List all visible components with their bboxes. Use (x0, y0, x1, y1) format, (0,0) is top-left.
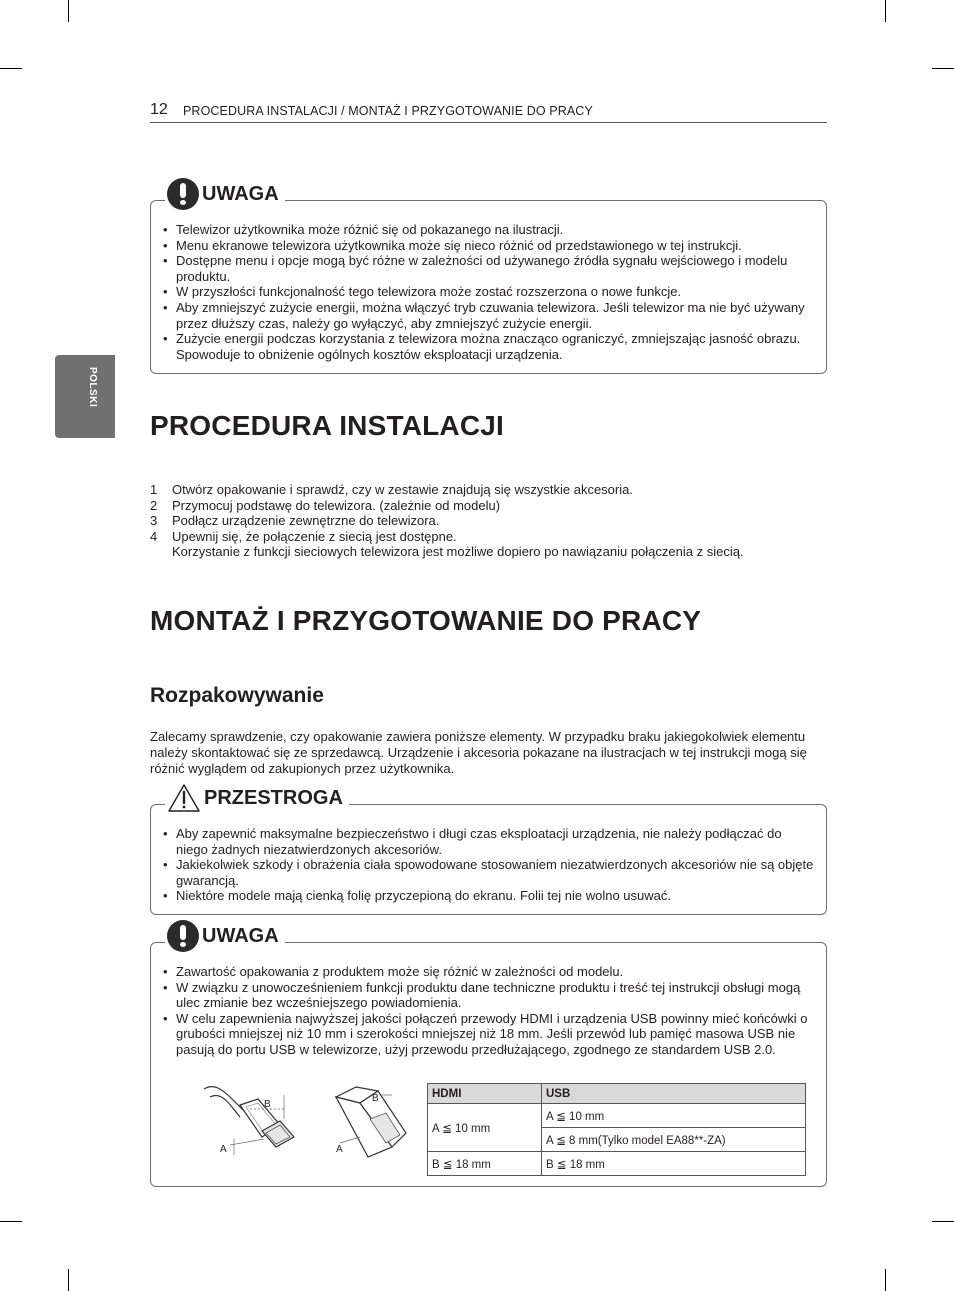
list-item: • Jakiekolwiek szkody i obrażenia ciała spowodowane stosowaniem niezatwierdzonych akcesoriów nie są objęte gwarancją. (151, 857, 826, 888)
list-item: • Telewizor użytkownika może różnić się od pokazanego na ilustracji. (151, 222, 826, 238)
list-item: • Aby zapewnić maksymalne bezpieczeństwo i długi czas eksploatacji urządzenia, nie należy podłączać do niego żadnych niezatwierdzonych akcesoriów. (151, 826, 826, 857)
caution-list (151, 826, 826, 904)
table-cell: B ≦ 18 mm (542, 1152, 806, 1176)
table-cell: A ≦ 10 mm (428, 1104, 542, 1152)
note-box (150, 182, 827, 374)
table-row (428, 1104, 806, 1128)
crop-mark (932, 1221, 954, 1222)
language-tab-label: POLSKI (87, 367, 98, 408)
table-cell: B ≦ 18 mm (428, 1152, 542, 1176)
list-item: 3 Podłącz urządzenie zewnętrzne do telewizora. (150, 513, 440, 529)
crop-mark (0, 1221, 22, 1222)
usb-connector-illustration (330, 1081, 420, 1161)
steps-list (150, 482, 744, 560)
crop-mark (885, 0, 886, 22)
crop-mark (68, 0, 69, 22)
list-item: • W związku z unowocześnieniem funkcji produktu dane techniczne produktu i treść tej instrukcji obsługi mogą ulec zmianie bez wcześniejszego powiadomienia. (151, 980, 826, 1011)
table-header-usb: USB (542, 1084, 806, 1104)
body-paragraph: Zalecamy sprawdzenie, czy opakowanie zawiera poniższe elementy. W przypadku braku jakiegokolwiek elementu należy skontaktować się ze sprzedawcą. Urządzenie i akcesoria pokazane na ilustracjach w tej instrukcji mogą się różnić wyglądem od zakupionych przez użytkownika. (150, 729, 807, 776)
language-tab (55, 355, 115, 438)
section-title: PROCEDURA INSTALACJI (150, 410, 505, 441)
dimension-label-a: A (336, 1144, 343, 1155)
crop-mark (932, 68, 954, 69)
crop-mark (68, 1269, 69, 1291)
note-label: UWAGA (165, 920, 285, 952)
note-label: UWAGA (165, 178, 285, 210)
caution-box (150, 786, 827, 915)
subsection-title: Rozpakowywanie (150, 684, 324, 707)
page-number: 12 (150, 101, 168, 118)
table-cell: A ≦ 10 mm (542, 1104, 806, 1128)
list-item: 4 Upewnij się, że połączenie z siecią jest dostępne. Korzystanie z funkcji sieciowych telewizora jest możliwe dopiero po nawiązaniu połączenia z siecią. (150, 528, 744, 560)
hdmi-connector-illustration (200, 1081, 310, 1161)
list-item: • W przyszłości funkcjonalność tego telewizora może zostać rozszerzona o nowe funkcje. (151, 284, 826, 300)
list-item: • Aby zmniejszyć zużycie energii, można włączyć tryb czuwania telewizora. Jeśli telewizor ma nie być używany przez dłuższy czas, należy go wyłączyć, aby zmniejszyć zużycie energii. (151, 300, 826, 331)
note-list (151, 964, 826, 1058)
header-title: PROCEDURA INSTALACJI / MONTAŻ I PRZYGOTOWANIE DO PRACY (183, 104, 593, 118)
table-header-hdmi: HDMI (428, 1084, 542, 1104)
list-item: 1 Otwórz opakowanie i sprawdź, czy w zestawie znajdują się wszystkie akcesoria. (150, 482, 633, 497)
exclamation-circle-icon (167, 178, 199, 210)
page-header (150, 101, 827, 123)
connector-size-table (427, 1083, 806, 1176)
table-row (428, 1152, 806, 1176)
section-title: MONTAŻ I PRZYGOTOWANIE DO PRACY (150, 605, 702, 636)
list-item: • Niektóre modele mają cienką folię przyczepioną do ekranu. Folii tej nie wolno usuwać. (151, 888, 826, 904)
table-header-row (428, 1084, 806, 1104)
list-item: • W celu zapewnienia najwyższej jakości połączeń przewody HDMI i urządzenia USB powinny mieć końcówki o grubości mniejszej niż 10 mm i szerokości mniejszej niż 18 mm. Jeśli przewód lub pamięć masowa USB nie pasują do portu USB w telewizorze, użyj przewodu przedłużającego, zgodnego ze standardem USB 2.0. (151, 1011, 826, 1058)
caution-label: PRZESTROGA (165, 783, 349, 813)
list-item: • Zużycie energii podczas korzystania z telewizora można znacząco ograniczyć, zmniejszając jasność obrazu. Spowoduje to obniżenie ogólnych kosztów eksploatacji urządzenia. (151, 331, 826, 362)
dimension-label-b: B (264, 1099, 271, 1110)
table-cell: A ≦ 8 mm(Tylko model EA88**-ZA) (542, 1128, 806, 1152)
note-list (151, 222, 826, 362)
crop-mark (0, 68, 22, 69)
list-item: • Zawartość opakowania z produktem może się różnić w zależności od modelu. (151, 964, 826, 980)
dimension-label-b: B (372, 1093, 379, 1104)
list-item: • Dostępne menu i opcje mogą być różne w zależności od używanego źródła sygnału wejściowego i modelu produktu. (151, 253, 826, 284)
list-item: 2 Przymocuj podstawę do telewizora. (zależnie od modelu) (150, 497, 501, 513)
warning-triangle-icon (167, 783, 201, 813)
dimension-label-a: A (220, 1144, 227, 1155)
crop-mark (885, 1269, 886, 1291)
exclamation-circle-icon (167, 920, 199, 952)
list-item: • Menu ekranowe telewizora użytkownika może się nieco różnić od przedstawionego w tej instrukcji. (151, 238, 826, 254)
